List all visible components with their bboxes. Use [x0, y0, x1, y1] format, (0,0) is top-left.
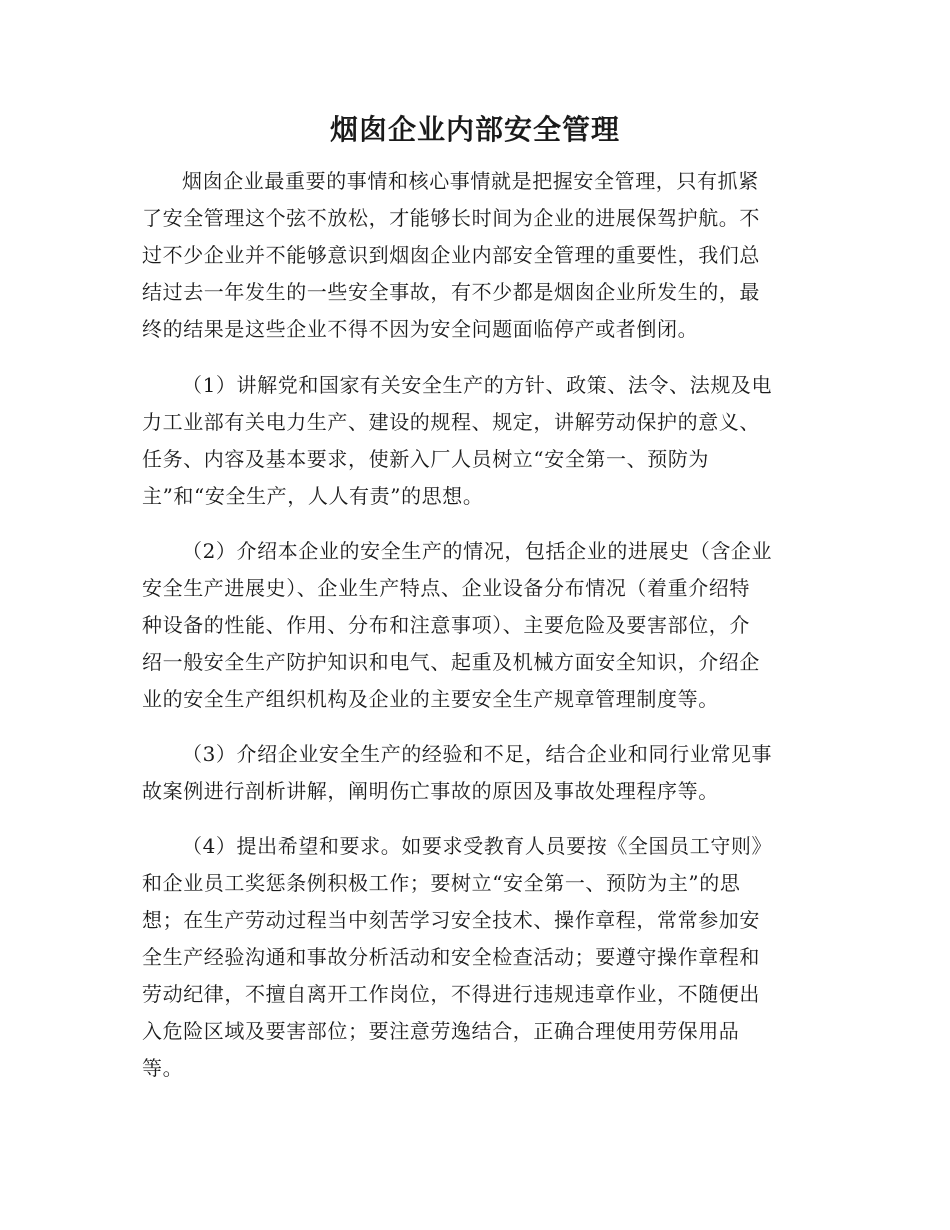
paragraph-line: 了安全管理这个弦不放松，才能够长时间为企业的进展保驾护航。不 [142, 206, 760, 230]
paragraph-line: 等。 [142, 1056, 184, 1080]
paragraph-line: （3）介绍企业安全生产的经验和不足，结合企业和同行业常见事 [182, 742, 773, 766]
paragraph-line: 主”和“安全生产，人人有责”的思想。 [142, 484, 484, 508]
document-title: 烟囱企业内部安全管理 [329, 113, 620, 146]
paragraph-line: 想；在生产劳动过程当中刻苦学习安全技术、操作章程，常常参加安 [142, 908, 760, 932]
paragraph-line: 过不少企业并不能够意识到烟囱企业内部安全管理的重要性，我们总 [142, 243, 760, 267]
paragraph-line: （4）提出希望和要求。如要求受教育人员要按《全国员工守则》 [182, 834, 773, 858]
paragraph-line: （1）讲解党和国家有关安全生产的方针、政策、法令、法规及电 [182, 373, 773, 397]
paragraph-line: 结过去一年发生的一些安全事故，有不少都是烟囱企业所发生的，最 [142, 280, 760, 304]
paragraph-line: 全生产经验沟通和事故分析活动和安全检查活动；要遵守操作章程和 [142, 945, 760, 969]
paragraph-line: 种设备的性能、作用、分布和注意事项）、主要危险及要害部位，介 [142, 613, 750, 637]
paragraph-line: 任务、内容及基本要求，使新入厂人员树立“安全第一、预防为 [142, 447, 710, 471]
paragraph-line: 故案例进行剖析讲解，阐明伤亡事故的原因及事故处理程序等。 [142, 779, 719, 803]
paragraph-item-3 [142, 736, 808, 810]
paragraph-item-2 [142, 533, 808, 718]
paragraph-line: 和企业员工奖惩条例积极工作；要树立“安全第一、预防为主”的思 [142, 871, 741, 895]
paragraph-line: 劳动纪律，不擅自离开工作岗位，不得进行违规违章作业，不随便出 [142, 982, 760, 1006]
paragraph-line: 安全生产进展史）、企业生产特点、企业设备分布情况（着重介绍特 [142, 576, 750, 600]
paragraph-line: （2）介绍本企业的安全生产的情况，包括企业的进展史（含企业 [182, 539, 773, 563]
paragraph-line: 力工业部有关电力生产、建设的规程、规定，讲解劳动保护的意义、 [142, 410, 760, 434]
paragraph-line: 业的安全生产组织机构及企业的主要安全生产规章管理制度等。 [142, 687, 719, 711]
paragraph-line: 入危险区域及要害部位；要注意劳逸结合，正确合理使用劳保用品 [142, 1019, 740, 1043]
paragraph-line: 烟囱企业最重要的事情和核心事情就是把握安全管理，只有抓紧 [182, 169, 759, 193]
paragraph-item-1 [142, 367, 808, 515]
paragraph-line: 终的结果是这些企业不得不因为安全问题面临停产或者倒闭。 [142, 317, 699, 341]
paragraph-intro [142, 163, 808, 348]
paragraph-item-4 [142, 828, 808, 1087]
paragraph-line: 绍一般安全生产防护知识和电气、起重及机械方面安全知识，介绍企 [142, 650, 760, 674]
